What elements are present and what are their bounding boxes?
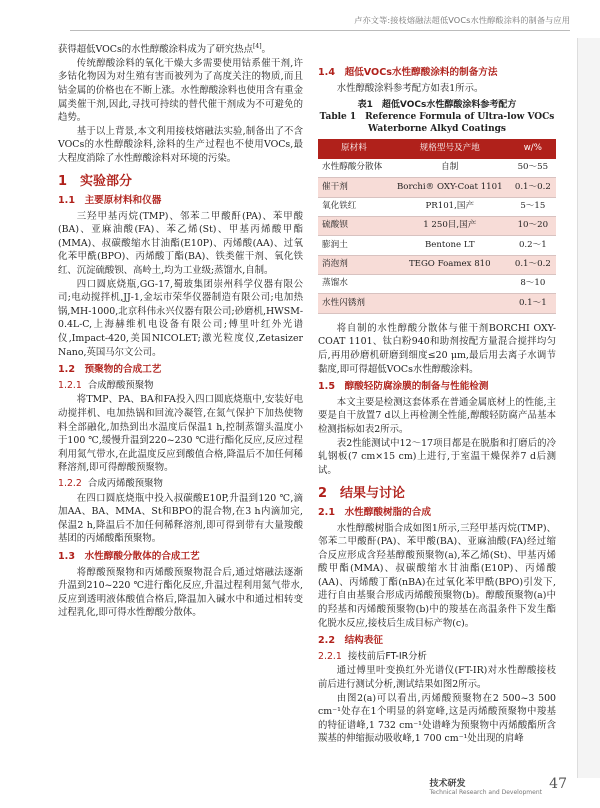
subsubsection-heading: 1.2.1 合成醇酸预聚物 [58,379,154,391]
table-row: 水性闪锈剂 0.1～1 [318,294,556,313]
table-row: 膨润土 Bentone LT 0.2～1 [318,236,556,255]
left-column [58,40,303,620]
paragraph: 通过傅里叶变换红外光谱仪(FT-IR)对水性醇酸接枝前后进行测试分析,测试结果如图2所示。 [318,665,556,691]
paragraph: 由图2(a)可以看出,丙烯酸预聚物在2 500~3 500 cm⁻¹处存在1个明显的斜宽峰,这是丙烯酸预聚物中羧基的特征谱峰,1 732 cm⁻¹处谱峰为预聚物中丙烯酸酯所含羰基的伸缩振动吸收峰,1 700 cm⁻¹处出现的肩峰 [318,692,556,745]
paragraph: 将醇酸预聚物和丙烯酸预聚物混合后,通过熔融法逐渐升温到210~220 ℃进行酯化反应,升温过程利用氮气带水,反应到透明液体酸值合格后,降温加入碱水中和通过相转变过程乳化,即可得水性醇酸分散体。 [58,566,303,619]
subsection-heading: 1.5 醇酸轻防腐涂膜的制备与性能检测 [318,381,489,393]
section-heading: 2 结果与讨论 [318,486,406,502]
paragraph: 本文主要是检测这套体系在普通金属底材上的性能,主要是自干放置7 d以上再检测全性能,醇酸轻防腐产品基本检测指标如表2所示。 [318,396,556,435]
paragraph: 四口圆底烧瓶,GG-17,蜀玻集团崇州科学仪器有限公司;电动搅拌机,JJ-1,金坛市荣华仪器制造有限公司;电加热锅,MH-1000,北京科伟永兴仪器有限公司;砂磨机,HWSM-0.4L-C,上海赫维机电设备有限公司;傅里叶红外光谱仪,Impact-420,美国NICOLET;激光粒度仪,Zetasizer Nano,英国马尔文公司。 [58,278,303,358]
header-rule [70,30,570,31]
page-header [0,0,600,40]
subsubsection-heading: 2.2.1 接枝前后FT-IR分析 [318,650,427,662]
page-footer [0,772,600,808]
paragraph: 将自制的水性醇酸分散体与催干剂BORCHI OXY-COAT 1101、钛白粉940和助剂按配方量混合搅拌均匀后,再用砂磨机研磨到细度≤20 μm,最后用去离子水调节黏度,即可得超低VOCs水性醇酸涂料。 [318,322,556,375]
subsubsection-heading: 1.2.2 合成丙烯酸预聚物 [58,477,163,489]
formula-table [318,139,556,314]
paragraph: 传统醇酸涂料的氧化干燥大多需要使用钴系催干剂,许多钴化物因为对生殖有害而被列为了高度关注的物质,而且钴金属的价格也在不断上涨。水性醇酸涂料也使用含有重金属类催干剂,因此,寻找可持续的替代催干剂成为不可避免的趋势。 [58,57,303,124]
subsection-heading: 1.3 水性醇酸分散体的合成工艺 [58,550,200,562]
paragraph: 水性醇酸涂料参考配方如表1所示。 [336,82,484,94]
table-caption: 表1 超低VOCs水性醇酸涂料参考配方 Table 1 Reference Formula of Ultra-low VOCs Waterborne Alkyd Coatings [319,100,555,135]
table-row: 水性醇酸分散体 自制 50～55 [318,159,556,178]
table-row: 消泡剂 TEGO Foamex 810 0.1～0.2 [318,255,556,274]
table-header: w/% [510,139,556,159]
paragraph: 获得超低VOCs的水性醇酸涂料成为了研究热点[4]。 [58,43,271,56]
page-number: 47 [549,776,567,792]
table-header: 规格型号及产地 [390,139,510,159]
journal-section-label: 技术研发 Technical Research and Development [429,779,542,796]
subsection-heading: 1.4 超低VOCs水性醇酸涂料的制备方法 [318,67,498,78]
table-row: 氧化铁红 PR101,国产 5～15 [318,197,556,216]
subsection-heading: 1.1 主要原材料和仪器 [58,195,162,207]
table-row: 蒸馏水 8～10 [318,275,556,294]
citation: [4] [253,43,262,50]
subsection-heading: 2.1 水性醇酸树脂的合成 [318,506,431,518]
paragraph: 在四口圆底烧瓶中投入叔碳酸E10P,升温到120 ℃,滴加AA、BA、MMA、St和BPO的混合物,在3 h内滴加完,保温2 h,降温后不加任何稀释溶剂,即可得到带有大量羧酸基团的丙烯酸酯预聚物。 [58,492,303,545]
side-tab [577,38,600,778]
subsection-heading: 2.2 结构表征 [318,635,383,647]
paragraph: 将TMP、PA、BA和FA投入四口圆底烧瓶中,安装好电动搅拌机、电加热锅和回流冷凝管,在氮气保护下加热使物料全部融化,加热到出水温度后保温1 h,控制蒸馏头温度小于100 ℃,缓慢升温到220~230 ℃进行酯化反应,反应过程利用氮气带水,在此温度反应到酸值合格,降温后不加任何稀释溶剂,即可得醇酸预聚物。 [58,394,303,474]
paragraph: 三羟甲基丙烷(TMP)、邻苯二甲酸酐(PA)、苯甲酸(BA)、亚麻油酸(FA)、苯乙烯(St)、甲基丙烯酸甲酯(MMA)、叔碳酸缩水甘油酯(E10P)、丙烯酸(AA)、过氧化苯甲酰(BPO)、丙烯酸丁酯(BA)、铁类催干剂、氧化铁红、沉淀硫酸钡、高岭土,均为工业级;蒸馏水,自制。 [58,210,303,277]
table-row: 硫酸钡 1 250目,国产 10～20 [318,216,556,235]
table-row: 催干剂 Borchi® OXY-Coat 1101 0.1～0.2 [318,178,556,197]
running-title: 卢亦文等:接枝熔融法超低VOCs水性醇酸涂料的制备与应用 [354,15,570,25]
paragraph: 表2性能测试中12～17项目都是在脱脂和打磨后的冷轧钢板(7 cm×15 cm)上进行,于室温干燥保养7 d后测试。 [318,437,556,476]
right-column [318,40,556,746]
section-heading: 1 实验部分 [58,174,133,190]
paragraph: 基于以上背景,本文利用接枝熔融法实验,制备出了不含VOCs的水性醇酸涂料,涂料的生产过程也不使用VOCs,最大程度消除了水性醇酸涂料对环境的污染。 [58,125,303,164]
table-header: 原材料 [318,139,390,159]
subsection-heading: 1.2 预聚物的合成工艺 [58,364,162,376]
paragraph: 水性醇酸树脂合成如图1所示,三羟甲基丙烷(TMP)、邻苯二甲酸酐(PA)、苯甲酸(BA)、亚麻油酸(FA)经过缩合反应形成含羟基醇酸预聚物(a),苯乙烯(St)、甲基丙烯酸甲酯(MMA)、叔碳酸缩水甘油酯(E10P)、丙烯酸(AA)、丙烯酸丁酯(nBA)在过氧化苯甲酰(BPO)引发下,进行自由基聚合形成丙烯酸预聚物(b)。醇酸预聚物(a)中的羟基和丙烯酸预聚物(b)中的羧基在高温条件下发生酯化脱水反应,接枝后生成目标产物(c)。 [318,522,556,629]
